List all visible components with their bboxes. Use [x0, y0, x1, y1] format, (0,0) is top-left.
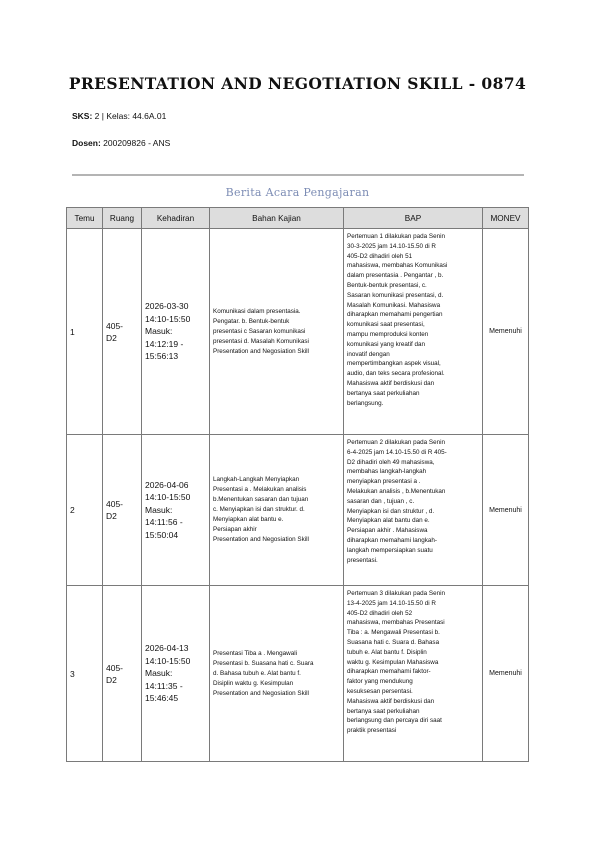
column-header-monev: MONEV [483, 208, 529, 229]
sks-kelas-value: 2 | Kelas: 44.6A.01 [92, 111, 167, 121]
sks-kelas-line [72, 111, 166, 121]
dosen-line [72, 138, 170, 148]
table-header-row [67, 208, 529, 229]
section-divider [72, 174, 524, 176]
table-row [67, 229, 529, 435]
table-row [67, 435, 529, 586]
cell-bap: Pertemuan 3 dilakukan pada Senin 13-4-2025 jam 14.10-15.50 di R 405-D2 dihadiri oleh 52 mahasiswa, membahas Presentasi Tiba : a. Mengawali Presentasi b. Suasana hati c. Suara d. Bahasa tubuh e. Alat bantu f. Disiplin waktu g. Kesimpulan Mahasiswa diharapkan memahami faktor- faktor yang mendukung kesuksesan persentasi. Mahasiswa aktif berdiskusi dan bertanya saat perkuliahan berlangsung dan percaya diri saat praktik presentasi [344, 586, 483, 762]
cell-monev: Memenuhi [483, 229, 529, 435]
sks-label: SKS: [72, 111, 93, 121]
cell-bahan-kajian: Komunikasi dalam presentasia. Pengatar. b. Bentuk-bentuk presentasi c Sasaran komunikasi presentasi d. Masalah Komunikasi Presentation and Negosiation Skill [210, 229, 344, 435]
cell-bap: Pertemuan 2 dilakukan pada Senin 6-4-2025 jam 14.10-15.50 di R 405- D2 dihadiri oleh 49 mahasiswa, membahas langkah-langkah menyiapkan presentasi a . Melakukan analisis , b.Menentukan sasaran dan , tujuan , c. Menyiapkan isi dan struktur , d. Menyiapkan alat bantu dan e. Persiapan akhir . Mahasiswa diharapkan memahami langkah- langkah mempersiapkan suatu presentasi. [344, 435, 483, 586]
column-header-temu: Temu [67, 208, 103, 229]
dosen-label: Dosen: [72, 138, 101, 148]
column-header-ruang: Ruang [103, 208, 142, 229]
cell-ruang: 405- D2 [103, 435, 142, 586]
table-row [67, 586, 529, 762]
cell-temu: 3 [67, 586, 103, 762]
cell-bahan-kajian: Presentasi Tiba a . Mengawali Presentasi b. Suasana hati c. Suara d. Bahasa tubuh e. Alat bantu f. Disiplin waktu g. Kesimpulan Presentation and Negosiation Skill [210, 586, 344, 762]
cell-bap: Pertemuan 1 dilakukan pada Senin 30-3-2025 jam 14.10-15.50 di R 405-D2 dihadiri oleh 51 mahasiswa, membahas Komunikasi dalam presentasia . Pengantar , b. Bentuk-bentuk presentasi, c. Sasaran komunikasi presentasi, d. Masalah Komunikasi. Mahasiswa diharapkan memahami pengertian komunikasi saat presentasi, mampu memproduksi konten komunikasi yang kreatif dan inovatif dengan mempertimbangkan aspek visual, audio, dan teks secara profesional. Mahasiswa aktif berdiskusi dan bertanya saat perkuliahan berlangsung. [344, 229, 483, 435]
column-header-kehadiran: Kehadiran [142, 208, 210, 229]
cell-kehadiran: 2026-04-13 14:10-15:50 Masuk: 14:11:35 - 15:46:45 [142, 586, 210, 762]
cell-bahan-kajian: Langkah-Langkah Menyiapkan Presentasi a . Melakukan analisis b.Menentukan sasaran dan tujuan c. Menyiapkan isi dan struktur. d. Menyiapkan alat bantu e. Persiapan akhir Presentation and Negosiation Skill [210, 435, 344, 586]
column-header-bahan-kajian: Bahan Kajian [210, 208, 344, 229]
section-title: Berita Acara Pengajaran [225, 186, 370, 199]
cell-monev: Memenuhi [483, 435, 529, 586]
cell-ruang: 405- D2 [103, 586, 142, 762]
cell-kehadiran: 2026-04-06 14:10-15:50 Masuk: 14:11:56 - 15:50:04 [142, 435, 210, 586]
cell-ruang: 405- D2 [103, 229, 142, 435]
column-header-bap: BAP [344, 208, 483, 229]
cell-temu: 2 [67, 435, 103, 586]
cell-temu: 1 [67, 229, 103, 435]
cell-kehadiran: 2026-03-30 14:10-15:50 Masuk: 14:12:19 - 15:56:13 [142, 229, 210, 435]
berita-acara-table [66, 207, 529, 762]
dosen-value: 200209826 - ANS [100, 138, 171, 148]
page-title: PRESENTATION AND NEGOTIATION SKILL - 0874 [68, 74, 527, 93]
cell-monev: Memenuhi [483, 586, 529, 762]
